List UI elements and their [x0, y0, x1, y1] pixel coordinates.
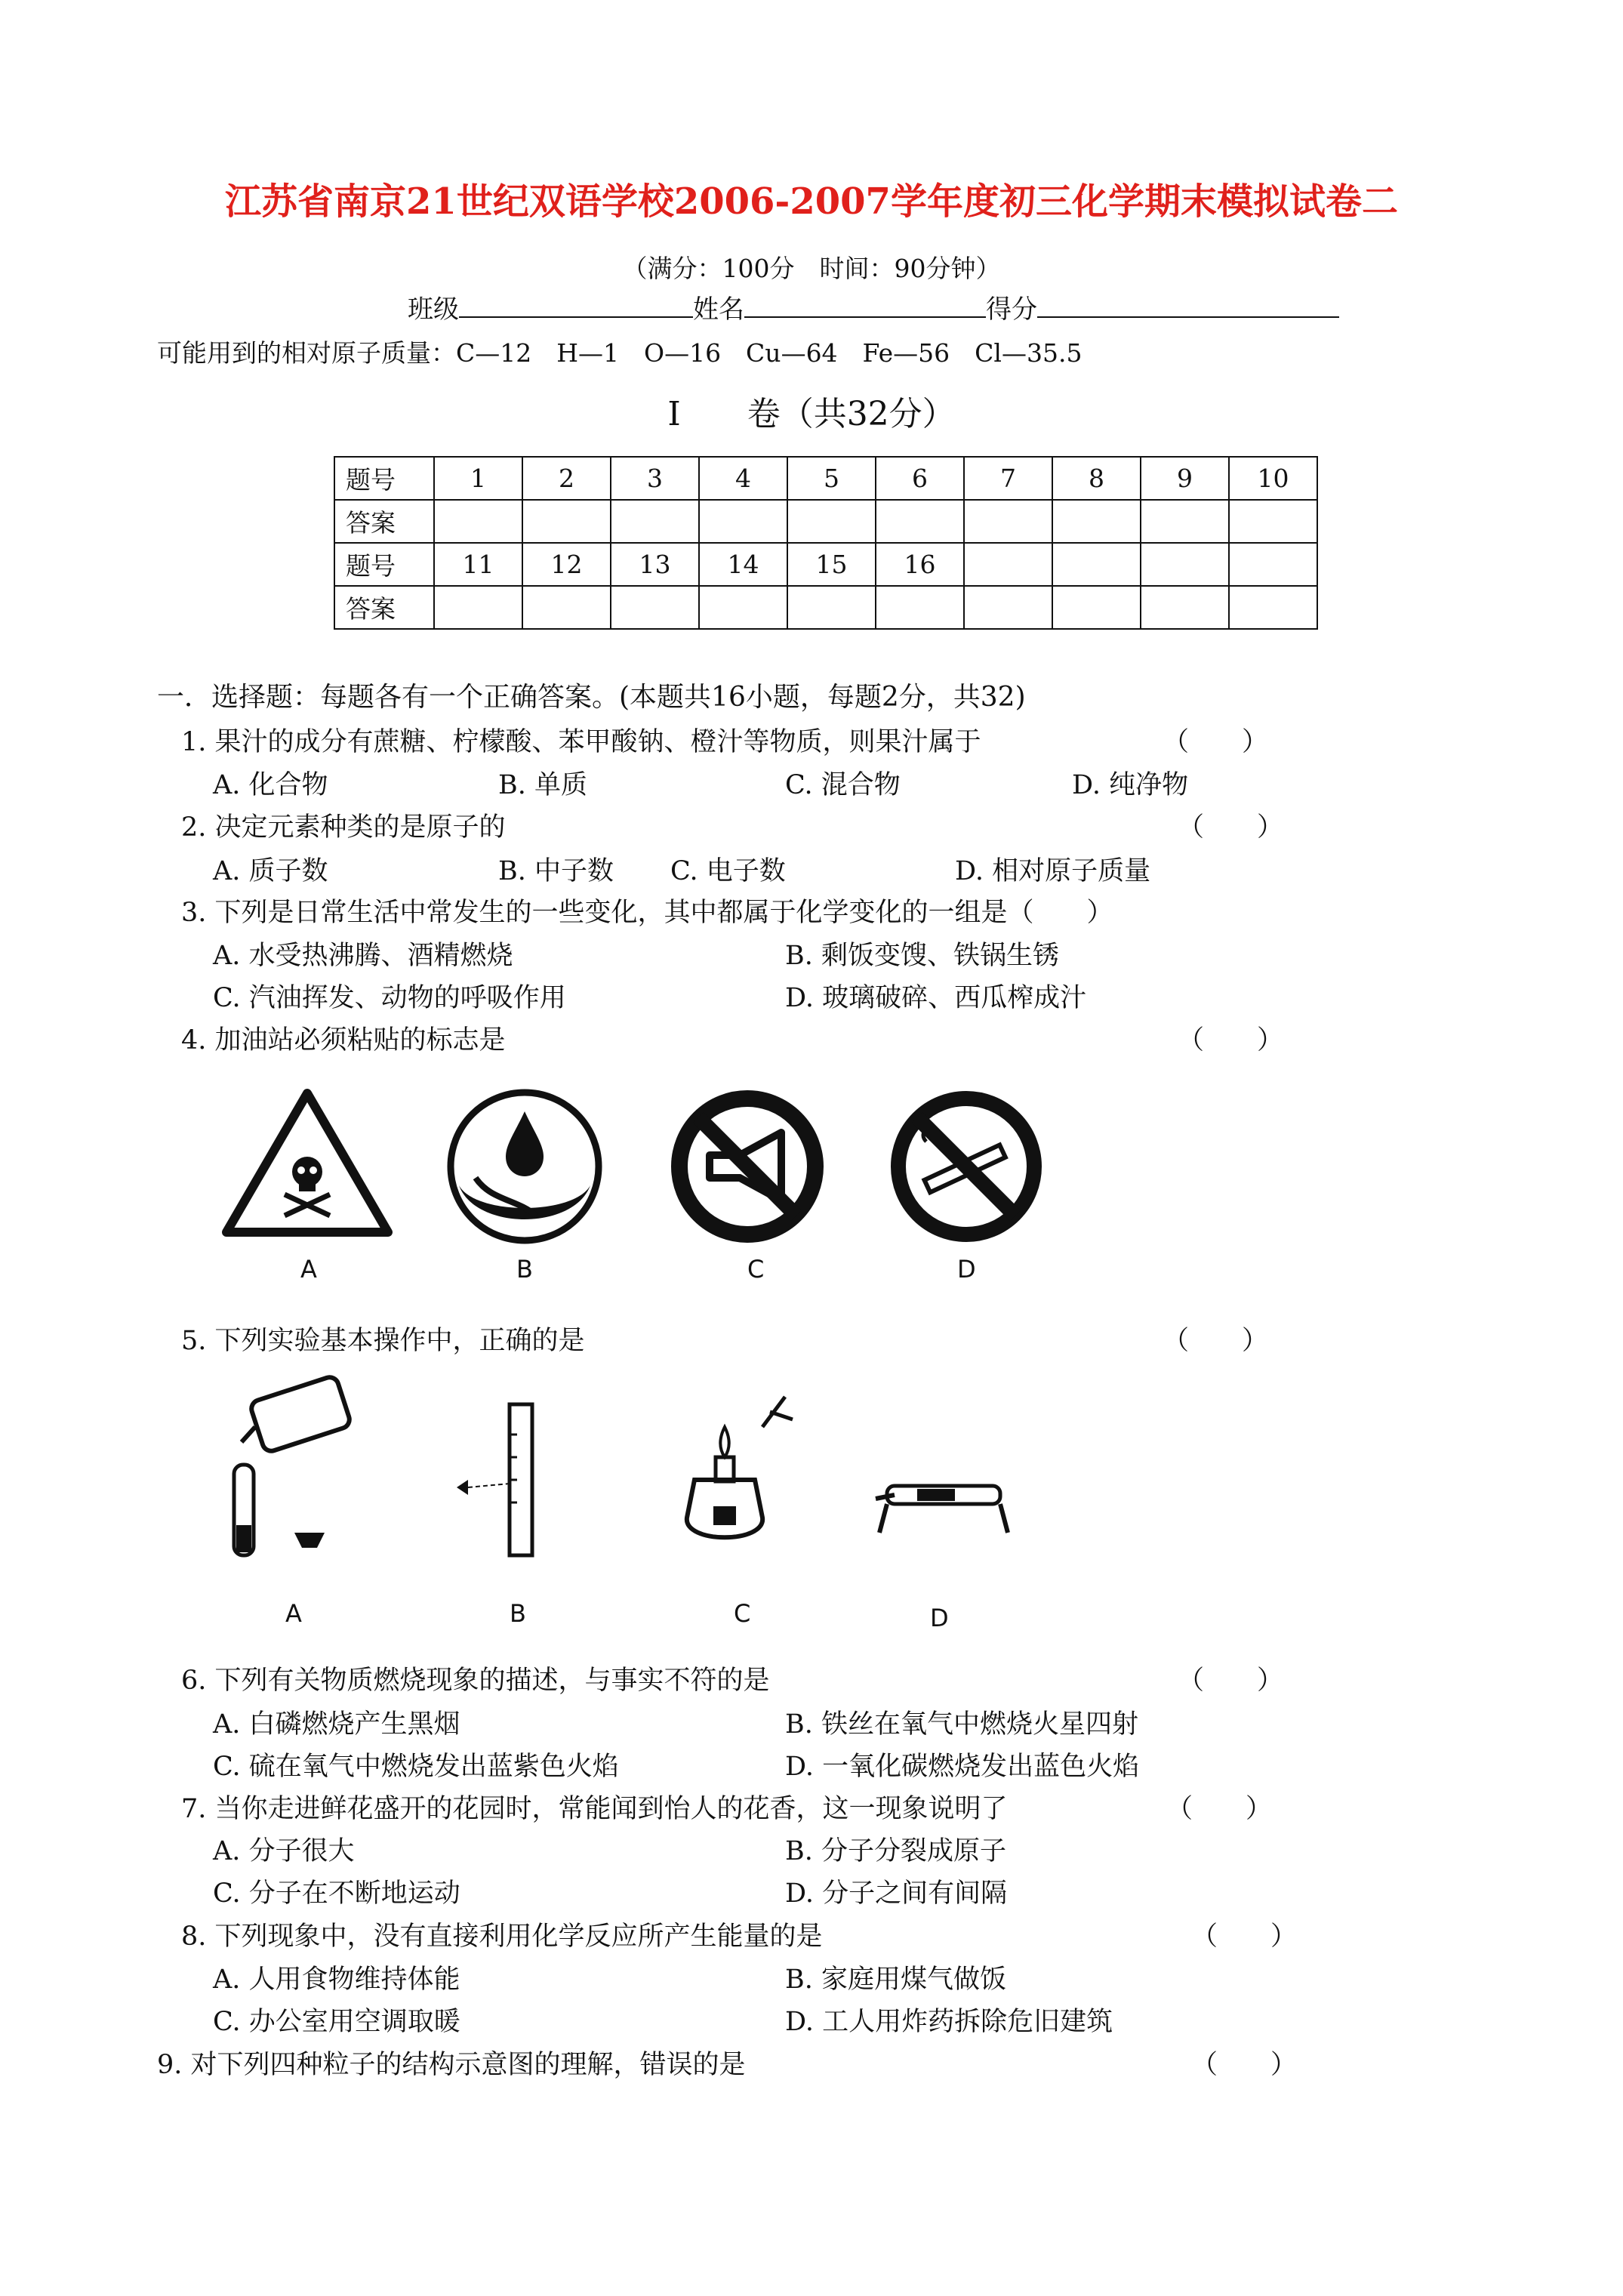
figure-label-c: C	[734, 1599, 751, 1628]
answer-bracket[interactable]: （ ）	[1163, 727, 1269, 757]
figure-label-d: D	[930, 1604, 949, 1632]
name-label: 姓名	[693, 294, 744, 325]
corrosive-sign-icon	[445, 1087, 604, 1246]
option[interactable]: B. 分子分裂成原子	[785, 1836, 1006, 1866]
pouring-liquid-figure	[219, 1374, 370, 1570]
question-number: 8	[1052, 457, 1141, 500]
no-horn-sign-icon	[668, 1087, 827, 1246]
answer-cell[interactable]	[522, 500, 611, 543]
question-number: 16	[876, 543, 964, 586]
figure-label-c: C	[747, 1255, 765, 1284]
table-row	[334, 586, 1317, 629]
question-number: 15	[787, 543, 876, 586]
option[interactable]: C. 分子在不断地运动	[213, 1878, 460, 1909]
answer-cell[interactable]	[611, 500, 699, 543]
empty-cell	[1052, 543, 1141, 586]
option[interactable]: D. 工人用炸药拆除危旧建筑	[785, 2007, 1113, 2037]
question-7-stem: 7. 当你走进鲜花盛开的花园时，常能闻到怡人的花香，这一现象说明了	[181, 1794, 1008, 1824]
option[interactable]: A. 质子数	[213, 856, 328, 886]
volume-heading: I 卷（共32分）	[667, 395, 956, 433]
option[interactable]: D. 玻璃破碎、西瓜榨成汁	[785, 983, 1087, 1013]
score-label: 得分	[986, 294, 1037, 325]
exam-title: 江苏省南京21世纪双语学校2006-2007学年度初三化学期末模拟试卷二	[225, 180, 1398, 223]
answer-cell[interactable]	[699, 586, 787, 629]
row-header: 答案	[334, 586, 434, 629]
question-number: 7	[964, 457, 1052, 500]
option[interactable]: B. 单质	[498, 770, 587, 800]
score-field[interactable]	[1037, 294, 1339, 318]
answer-cell[interactable]	[964, 500, 1052, 543]
option[interactable]: A. 化合物	[213, 770, 328, 800]
row-header: 答案	[334, 500, 434, 543]
option[interactable]: B. 剩饭变馊、铁锅生锈	[785, 941, 1059, 971]
no-smoking-sign-icon	[887, 1087, 1046, 1246]
row-header: 题号	[334, 543, 434, 586]
section-heading: 一．选择题：每题各有一个正确答案。(本题共16小题，每题2分，共32)	[157, 682, 1026, 713]
option[interactable]: C. 办公室用空调取暖	[213, 2007, 460, 2037]
empty-cell	[1141, 543, 1229, 586]
answer-cell[interactable]	[699, 500, 787, 543]
figure-label-b: B	[510, 1599, 526, 1628]
question-number: 14	[699, 543, 787, 586]
question-3-stem: 3. 下列是日常生活中常发生的一些变化，其中都属于化学变化的一组是（ ）	[181, 898, 1113, 928]
option[interactable]: B. 铁丝在氧气中燃烧火星四射	[785, 1709, 1138, 1740]
question-number: 3	[611, 457, 699, 500]
question-number: 12	[522, 543, 611, 586]
question-1-stem: 1. 果汁的成分有蔗糖、柠檬酸、苯甲酸钠、橙汁等物质，则果汁属于	[181, 727, 981, 757]
answer-cell[interactable]	[611, 586, 699, 629]
figure-label-b: B	[516, 1255, 533, 1284]
question-number: 2	[522, 457, 611, 500]
answer-cell[interactable]	[1229, 586, 1317, 629]
figure-label-d: D	[957, 1255, 976, 1284]
answer-bracket[interactable]: （ ）	[1191, 1922, 1298, 1952]
answer-cell[interactable]	[876, 586, 964, 629]
empty-cell	[964, 543, 1052, 586]
option[interactable]: A. 白磷燃烧产生黑烟	[213, 1709, 460, 1740]
option[interactable]: C. 汽油挥发、动物的呼吸作用	[213, 983, 566, 1013]
figure-label-a: A	[300, 1255, 317, 1284]
class-field[interactable]	[459, 294, 693, 318]
answer-bracket[interactable]: （ ）	[1191, 2050, 1298, 2080]
option[interactable]: B. 中子数	[498, 856, 614, 886]
name-field[interactable]	[744, 294, 986, 318]
exam-subtitle: （满分：100分 时间：90分钟）	[622, 254, 1001, 283]
atomic-masses: 可能用到的相对原子质量：C—12 H—1 O—16 Cu—64 Fe—56 Cl—35.5	[157, 338, 1083, 368]
answer-bracket[interactable]: （ ）	[1178, 1025, 1284, 1056]
answer-cell[interactable]	[787, 586, 876, 629]
answer-bracket[interactable]: （ ）	[1166, 1794, 1273, 1824]
figure-label-a: A	[285, 1599, 302, 1628]
question-number: 4	[699, 457, 787, 500]
question-8-stem: 8. 下列现象中，没有直接利用化学反应所产生能量的是	[181, 1922, 823, 1952]
table-row	[334, 543, 1317, 586]
question-number: 13	[611, 543, 699, 586]
question-number: 6	[876, 457, 964, 500]
test-tube-holder-figure	[872, 1465, 1015, 1548]
option[interactable]: A. 水受热沸腾、酒精燃烧	[213, 941, 513, 971]
row-header: 题号	[334, 457, 434, 500]
question-number: 1	[434, 457, 522, 500]
answer-cell[interactable]	[964, 586, 1052, 629]
question-9-stem: 9. 对下列四种粒子的结构示意图的理解，错误的是	[157, 2050, 746, 2080]
answer-bracket[interactable]: （ ）	[1178, 812, 1284, 843]
class-label: 班级	[408, 294, 459, 325]
question-number: 9	[1141, 457, 1229, 500]
question-number: 11	[434, 543, 522, 586]
option[interactable]: C. 硫在氧气中燃烧发出蓝紫色火焰	[213, 1752, 619, 1782]
option[interactable]: C. 混合物	[785, 770, 901, 800]
answer-cell[interactable]	[1141, 586, 1229, 629]
answer-cell[interactable]	[522, 586, 611, 629]
answer-cell[interactable]	[1052, 586, 1141, 629]
question-number: 10	[1229, 457, 1317, 500]
answer-bracket[interactable]: （ ）	[1178, 1666, 1284, 1696]
graduated-cylinder-figure	[442, 1389, 555, 1570]
answer-bracket[interactable]: （ ）	[1163, 1326, 1269, 1356]
option[interactable]: D. 一氧化碳燃烧发出蓝色火焰	[785, 1752, 1140, 1782]
toxic-warning-sign-icon	[220, 1087, 394, 1238]
option[interactable]: A. 人用食物维持体能	[213, 1965, 460, 1995]
alcohol-lamp-figure	[649, 1382, 800, 1570]
table-row	[334, 457, 1317, 500]
option[interactable]: D. 纯净物	[1072, 770, 1189, 800]
question-5-stem: 5. 下列实验基本操作中，正确的是	[181, 1326, 585, 1356]
student-info-line	[408, 288, 1339, 325]
answer-table	[334, 456, 1318, 630]
answer-cell[interactable]	[1052, 500, 1141, 543]
option[interactable]: D. 分子之间有间隔	[785, 1878, 1008, 1909]
answer-cell[interactable]	[434, 500, 522, 543]
table-row	[334, 500, 1317, 543]
option[interactable]: B. 家庭用煤气做饭	[785, 1965, 1006, 1995]
question-4-stem: 4. 加油站必须粘贴的标志是	[181, 1025, 506, 1056]
question-2-stem: 2. 决定元素种类的是原子的	[181, 812, 506, 843]
answer-cell[interactable]	[876, 500, 964, 543]
question-6-stem: 6. 下列有关物质燃烧现象的描述，与事实不符的是	[181, 1666, 770, 1696]
empty-cell	[1229, 543, 1317, 586]
option[interactable]: A. 分子很大	[213, 1836, 355, 1866]
answer-cell[interactable]	[1229, 500, 1317, 543]
question-number: 5	[787, 457, 876, 500]
answer-cell[interactable]	[434, 586, 522, 629]
answer-cell[interactable]	[1141, 500, 1229, 543]
option[interactable]: C. 电子数	[670, 856, 786, 886]
answer-cell[interactable]	[787, 500, 876, 543]
option[interactable]: D. 相对原子质量	[955, 856, 1151, 886]
